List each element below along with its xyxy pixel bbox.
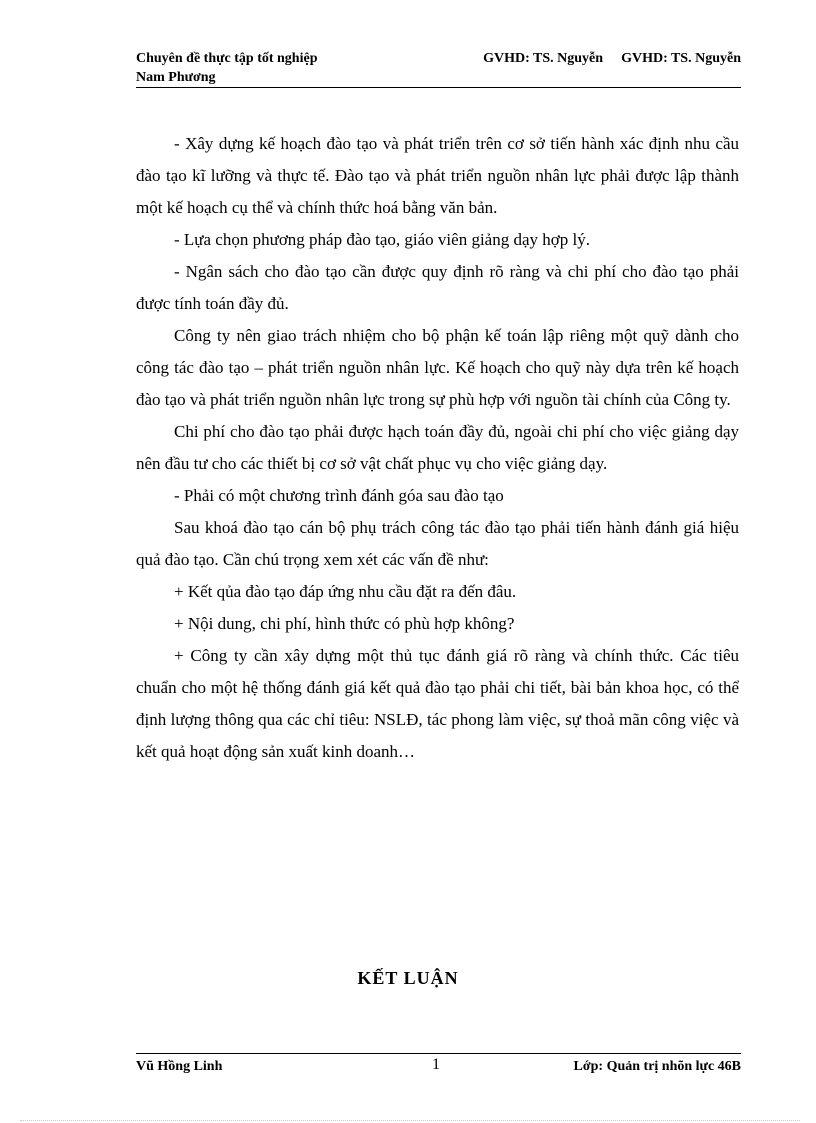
page-header — [136, 49, 741, 88]
header-supervisor-b: GVHD: TS. Nguyễn — [621, 51, 741, 66]
page-edge-divider — [20, 1120, 800, 1121]
paragraph: + Công ty cần xây dựng một thủ tục đánh giá rõ ràng và chính thức. Các tiêu chuẩn cho một hệ thống đánh giá kết quả đào tạo phải chi tiết, bài bản khoa học, có thể định lượng thông qua các chỉ tiêu: NSLĐ, tác phong làm việc, sự thoả mãn công việc và kết quả hoạt động sản xuất kinh doanh… — [136, 646, 739, 761]
header-thesis-title: Chuyên đề thực tập tốt nghiệp — [136, 51, 318, 66]
paragraph: - Phải có một chương trình đánh góa sau đào tạo — [174, 486, 504, 505]
paragraph: - Lựa chọn phương pháp đào tạo, giáo viên giảng dạy hợp lý. — [174, 230, 590, 249]
paragraph: Công ty nên giao trách nhiệm cho bộ phận kế toán lập riêng một quỹ dành cho công tác đào tạo – phát triển nguồn nhân lực. Kế hoạch cho quỹ này dựa trên kế hoạch đào tạo và phát triển nguồn nhân lực trong sự phù hợp với nguồn tài chính của Công ty. — [136, 326, 739, 409]
header-author-line: Nam Phương — [136, 70, 216, 85]
footer-page-number: 1 — [432, 1056, 440, 1073]
paragraph: - Xây dựng kế hoạch đào tạo và phát triển trên cơ sở tiến hành xác định nhu cầu đào tạo kĩ lưỡng và thực tế. Đào tạo và phát triển nguồn nhân lực phải được lập thành một kế hoạch cụ thể và chính thức hoá bằng văn bản. — [136, 134, 739, 217]
conclusion-heading: KẾT LUẬN — [357, 968, 459, 988]
paragraph: + Kết qủa đào tạo đáp ứng nhu cầu đặt ra đến đâu. — [174, 582, 517, 601]
header-supervisor-a: GVHD: TS. Nguyễn — [483, 51, 604, 66]
body-text — [136, 128, 739, 768]
footer-author: Vũ Hồng Linh — [136, 1059, 223, 1074]
paragraph: - Ngân sách cho đào tạo cần được quy định rõ ràng và chi phí cho đào tạo phải được tính toán đầy đủ. — [136, 262, 739, 313]
paragraph: Chi phí cho đào tạo phải được hạch toán đầy đủ, ngoài chi phí cho việc giảng dạy nên đầu tư cho các thiết bị cơ sở vật chất phục vụ cho việc giảng dạy. — [136, 422, 739, 473]
paragraph: + Nội dung, chi phí, hình thức có phù hợp không? — [174, 614, 515, 633]
header-left — [136, 49, 317, 87]
footer-class: Lớp: Quản trị nhõn lực 46B — [573, 1059, 741, 1074]
header-supervisor — [483, 49, 741, 68]
paragraph: Sau khoá đào tạo cán bộ phụ trách công tác đào tạo phải tiến hành đánh giá hiệu quả đào tạo. Cần chú trọng xem xét các vấn đề như: — [136, 518, 739, 569]
page-footer — [136, 1053, 741, 1078]
